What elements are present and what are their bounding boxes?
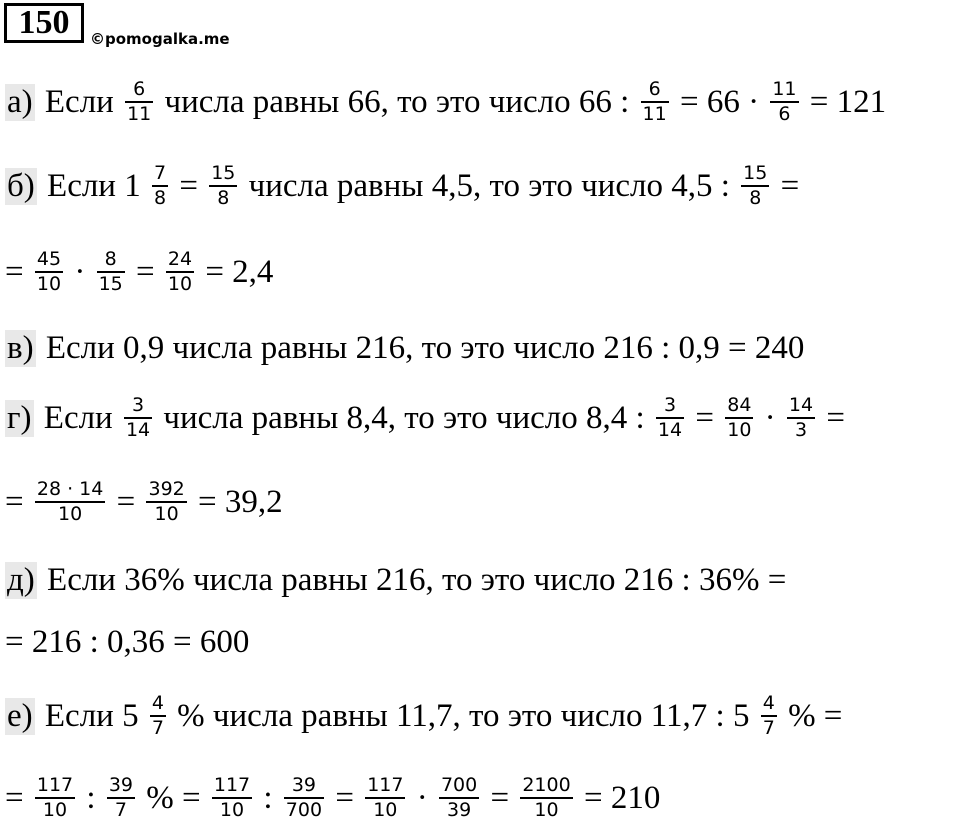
denominator: 14 (657, 419, 683, 441)
denominator: 10 (365, 797, 405, 821)
item-label-a: а) (7, 83, 33, 120)
numerator: 6 (648, 78, 661, 100)
denominator: 10 (212, 797, 252, 821)
solution-line-d-cont (0, 614, 249, 670)
fraction (761, 693, 777, 739)
text: = (327, 779, 363, 816)
text: = (818, 399, 845, 436)
item-label-g: г) (7, 399, 32, 436)
fraction (656, 395, 684, 441)
numerator: 84 (727, 394, 752, 416)
denominator: 7 (762, 717, 775, 739)
fraction (150, 693, 166, 739)
text: Если 0,9 числа равны 216, то это число 216 : 0,9 = 240 (37, 329, 805, 366)
item-label-d: д) (7, 561, 35, 598)
fraction (152, 163, 168, 209)
denominator: 8 (741, 185, 769, 209)
fraction (439, 775, 479, 821)
text: Если 1 (38, 167, 149, 204)
fraction (209, 163, 237, 209)
text: = 121 (801, 83, 887, 120)
text: · (408, 779, 436, 816)
numerator: 6 (133, 78, 146, 100)
numerator: 117 (367, 774, 404, 796)
denominator: 39 (439, 797, 479, 821)
numerator: 4 (762, 692, 775, 714)
numerator: 4 (151, 692, 164, 714)
solution-line-b (0, 158, 799, 214)
numerator: 14 (788, 394, 814, 416)
item-label-b: б) (7, 167, 35, 204)
text: = (5, 779, 32, 816)
fraction (35, 249, 63, 295)
numerator: 392 (148, 478, 185, 500)
fraction (35, 775, 75, 821)
watermark: ©pomogalka.me (90, 30, 230, 48)
text: числа равны 8,4, то это число 8,4 : (155, 399, 653, 436)
text: числа равны 4,5, то это число 4,5 : (240, 167, 739, 204)
fraction (365, 775, 405, 821)
numerator: 39 (108, 774, 133, 796)
fraction (97, 249, 125, 295)
problem-number-box: 150 (4, 3, 84, 43)
fraction (725, 395, 753, 441)
denominator: 10 (167, 273, 193, 295)
denominator: 10 (146, 501, 186, 525)
text: : (255, 779, 281, 816)
text: % = (138, 779, 209, 816)
text: = (687, 399, 723, 436)
denominator: 15 (98, 273, 123, 295)
fraction (124, 395, 152, 441)
text: Если 36% числа равны 216, то это число 216 : 36% = (38, 561, 787, 598)
text: Если (36, 83, 123, 120)
numerator: 3 (663, 394, 677, 416)
fraction (741, 163, 769, 209)
denominator: 10 (35, 501, 105, 525)
solution-line-g (0, 390, 845, 446)
text: · (66, 253, 94, 290)
fraction (125, 79, 153, 125)
solution-line-a (0, 74, 886, 130)
denominator: 10 (36, 273, 62, 295)
numerator: 3 (132, 394, 145, 416)
denominator: 11 (642, 103, 667, 125)
text: числа равны 66, то это число 66 : (156, 83, 638, 120)
fraction (641, 79, 669, 125)
solution-line-d (0, 552, 786, 608)
denominator: 7 (107, 797, 135, 821)
fraction (284, 775, 324, 821)
fraction (520, 775, 572, 821)
numerator: 2100 (522, 774, 571, 796)
denominator: 14 (125, 419, 151, 441)
text: : (78, 779, 104, 816)
text: = (171, 167, 207, 204)
item-label-v: в) (7, 329, 34, 366)
solution-line-g-cont (0, 474, 283, 530)
denominator: 3 (787, 417, 815, 441)
text: = 2,4 (197, 253, 274, 290)
solution-line-v (0, 320, 804, 376)
denominator: 8 (153, 187, 167, 209)
fraction (107, 775, 135, 821)
text: % числа равны 11,7, то это число 11,7 : 5 (168, 697, 758, 734)
fraction (787, 395, 815, 441)
denominator: 8 (209, 185, 237, 209)
text: = 66 · (671, 83, 768, 120)
denominator: 10 (35, 797, 75, 821)
text: = 216 : 0,36 = 600 (5, 623, 250, 660)
text: Если 5 (36, 697, 147, 734)
numerator: 117 (36, 774, 74, 796)
text: % = (779, 697, 843, 734)
text: = 39,2 (189, 483, 283, 520)
text: = (108, 483, 144, 520)
numerator: 8 (104, 248, 117, 270)
fraction (166, 249, 194, 295)
denominator: 10 (727, 419, 752, 441)
text: = 210 (575, 779, 661, 816)
numerator: 24 (167, 248, 193, 270)
solution-line-e-cont (0, 770, 660, 826)
denominator: 10 (520, 797, 572, 821)
numerator: 45 (36, 248, 62, 270)
fraction (212, 775, 252, 821)
solution-line-e (0, 688, 842, 744)
text: = (127, 253, 163, 290)
numerator: 11 (772, 78, 797, 100)
numerator: 15 (743, 162, 768, 184)
item-label-e: е) (7, 697, 33, 734)
text: = (5, 253, 32, 290)
text: = (5, 483, 32, 520)
numerator: 700 (440, 774, 478, 796)
text: = (772, 167, 800, 204)
fraction (35, 479, 105, 525)
numerator: 7 (153, 162, 167, 184)
solution-line-b-cont (0, 244, 273, 300)
denominator: 700 (285, 799, 323, 821)
numerator: 39 (291, 774, 317, 796)
text: = (482, 779, 518, 816)
numerator: 28 · 14 (36, 478, 104, 500)
denominator: 7 (151, 717, 164, 739)
text: Если (35, 399, 121, 436)
denominator: 6 (770, 101, 798, 125)
denominator: 11 (127, 103, 152, 125)
text: · (756, 399, 784, 436)
fraction (146, 479, 186, 525)
numerator: 15 (211, 162, 236, 184)
fraction (770, 79, 798, 125)
numerator: 117 (213, 774, 251, 796)
